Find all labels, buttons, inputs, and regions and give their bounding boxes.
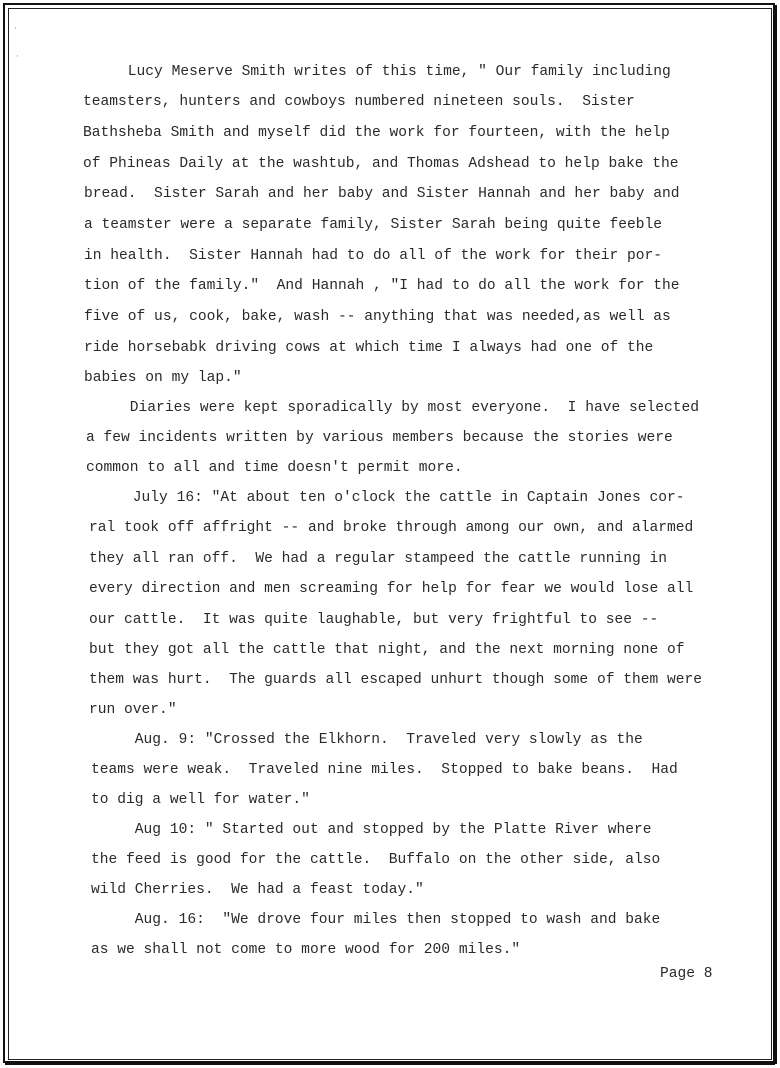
text-line: Bathsheba Smith and myself did the work for fourteen, with the help	[83, 125, 670, 141]
text-line: they all ran off. We had a regular stampeed the cattle running in	[89, 551, 668, 567]
text-line: five of us, cook, bake, wash -- anything that was needed,as well as	[84, 309, 671, 325]
scan-speck: ·	[14, 24, 17, 34]
text-line: a teamster were a separate family, Sister Sarah being quite feeble	[84, 217, 663, 233]
text-line: common to all and time doesn't permit more.	[86, 460, 463, 476]
text-line: them was hurt. The guards all escaped unhurt though some of them were	[89, 672, 703, 688]
text-line: wild Cherries. We had a feast today."	[91, 882, 424, 898]
page-shadow-bottom	[5, 1062, 775, 1065]
text-line: tion of the family." And Hannah , "I had to do all the work for the	[84, 278, 680, 294]
text-line: Aug 10: " Started out and stopped by the Platte River where	[91, 822, 652, 838]
text-line: every direction and men screaming for help for fear we would lose all	[89, 581, 694, 597]
text-line: ral took off affright -- and broke through among our own, and alarmed	[89, 520, 694, 536]
page-shadow-right	[774, 5, 777, 1064]
scan-speck: ·	[16, 52, 19, 62]
text-line: teamsters, hunters and cowboys numbered nineteen souls. Sister	[83, 94, 635, 110]
text-line: teams were weak. Traveled nine miles. Stopped to bake beans. Had	[91, 762, 678, 778]
text-line: as we shall not come to more wood for 200 miles."	[91, 942, 521, 958]
text-line: our cattle. It was quite laughable, but very frightful to see --	[89, 612, 659, 628]
text-line: Aug. 9: "Crossed the Elkhorn. Traveled very slowly as the	[91, 732, 643, 748]
text-line: Diaries were kept sporadically by most everyone. I have selected	[86, 400, 700, 416]
text-line: July 16: "At about ten o'clock the cattle in Captain Jones cor-	[89, 490, 685, 506]
text-line: of Phineas Daily at the washtub, and Thomas Adshead to help bake the	[83, 156, 679, 172]
text-line: a few incidents written by various members because the stories were	[86, 430, 673, 446]
page-number: Page 8	[660, 966, 713, 982]
text-line: Aug. 16: "We drove four miles then stopped to wash and bake	[91, 912, 661, 928]
text-line: in health. Sister Hannah had to do all of the work for their por-	[84, 248, 663, 264]
text-line: but they got all the cattle that night, and the next morning none of	[89, 642, 685, 658]
text-line: ride horsebabk driving cows at which time I always had one of the	[84, 340, 654, 356]
text-line: to dig a well for water."	[91, 792, 310, 808]
text-line: Lucy Meserve Smith writes of this time, " Our family including	[84, 64, 671, 80]
text-line: run over."	[89, 702, 177, 718]
text-line: the feed is good for the cattle. Buffalo on the other side, also	[91, 852, 661, 868]
text-line: babies on my lap."	[84, 370, 242, 386]
document-body	[83, 62, 724, 958]
text-line: bread. Sister Sarah and her baby and Sister Hannah and her baby and	[84, 186, 680, 202]
